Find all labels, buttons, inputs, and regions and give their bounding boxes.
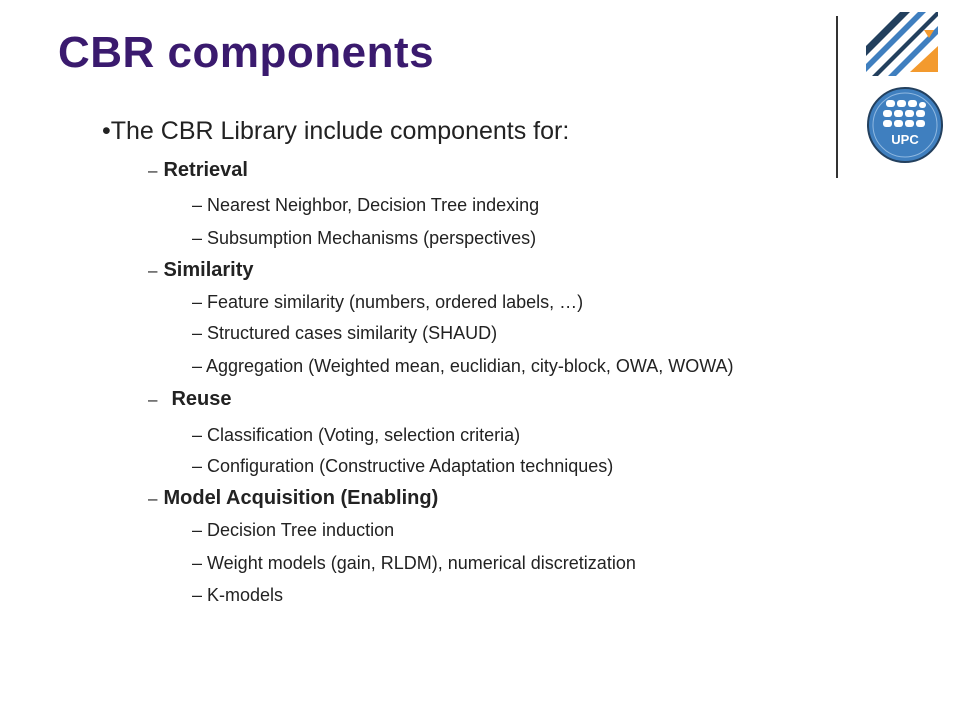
dash: – — [148, 161, 158, 180]
list-item: – Aggregation (Weighted mean, euclidian, city-block, OWA, WOWA) — [192, 356, 734, 376]
list-item: – Nearest Neighbor, Decision Tree indexing — [192, 195, 540, 215]
section-heading-text: Similarity — [163, 259, 254, 281]
stripes-logo — [866, 12, 938, 76]
section-heading-reuse — [148, 388, 232, 411]
list-item: – Subsumption Mechanisms (perspectives) — [192, 228, 537, 248]
section-heading-similarity — [148, 259, 254, 282]
list-item: – Configuration (Constructive Adaptation techniques) — [192, 456, 614, 476]
list-item: – Feature similarity (numbers, ordered labels, …) — [192, 292, 584, 312]
dash: – — [148, 489, 158, 508]
section-heading-text: Retrieval — [163, 159, 248, 181]
list-item: – Weight models (gain, RLDM), numerical discretization — [192, 553, 636, 573]
section-heading-text: Model Acquisition (Enabling) — [163, 487, 439, 509]
vertical-divider — [836, 16, 838, 178]
dash: – — [148, 390, 158, 409]
slide-title: CBR components — [58, 28, 435, 77]
list-item: – K-models — [192, 585, 284, 605]
list-item: – Structured cases similarity (SHAUD) — [192, 323, 498, 343]
upc-logo — [866, 86, 944, 164]
section-heading-retrieval — [148, 159, 248, 182]
list-item: – Classification (Voting, selection criteria) — [192, 425, 521, 445]
section-heading-model-acquisition — [148, 487, 438, 510]
section-heading-text: Reuse — [171, 388, 232, 410]
list-item: – Decision Tree induction — [192, 520, 395, 540]
dash: – — [148, 261, 158, 280]
intro-bullet: •The CBR Library include components for: — [102, 117, 570, 145]
upc-logo-text: UPC — [891, 132, 919, 147]
